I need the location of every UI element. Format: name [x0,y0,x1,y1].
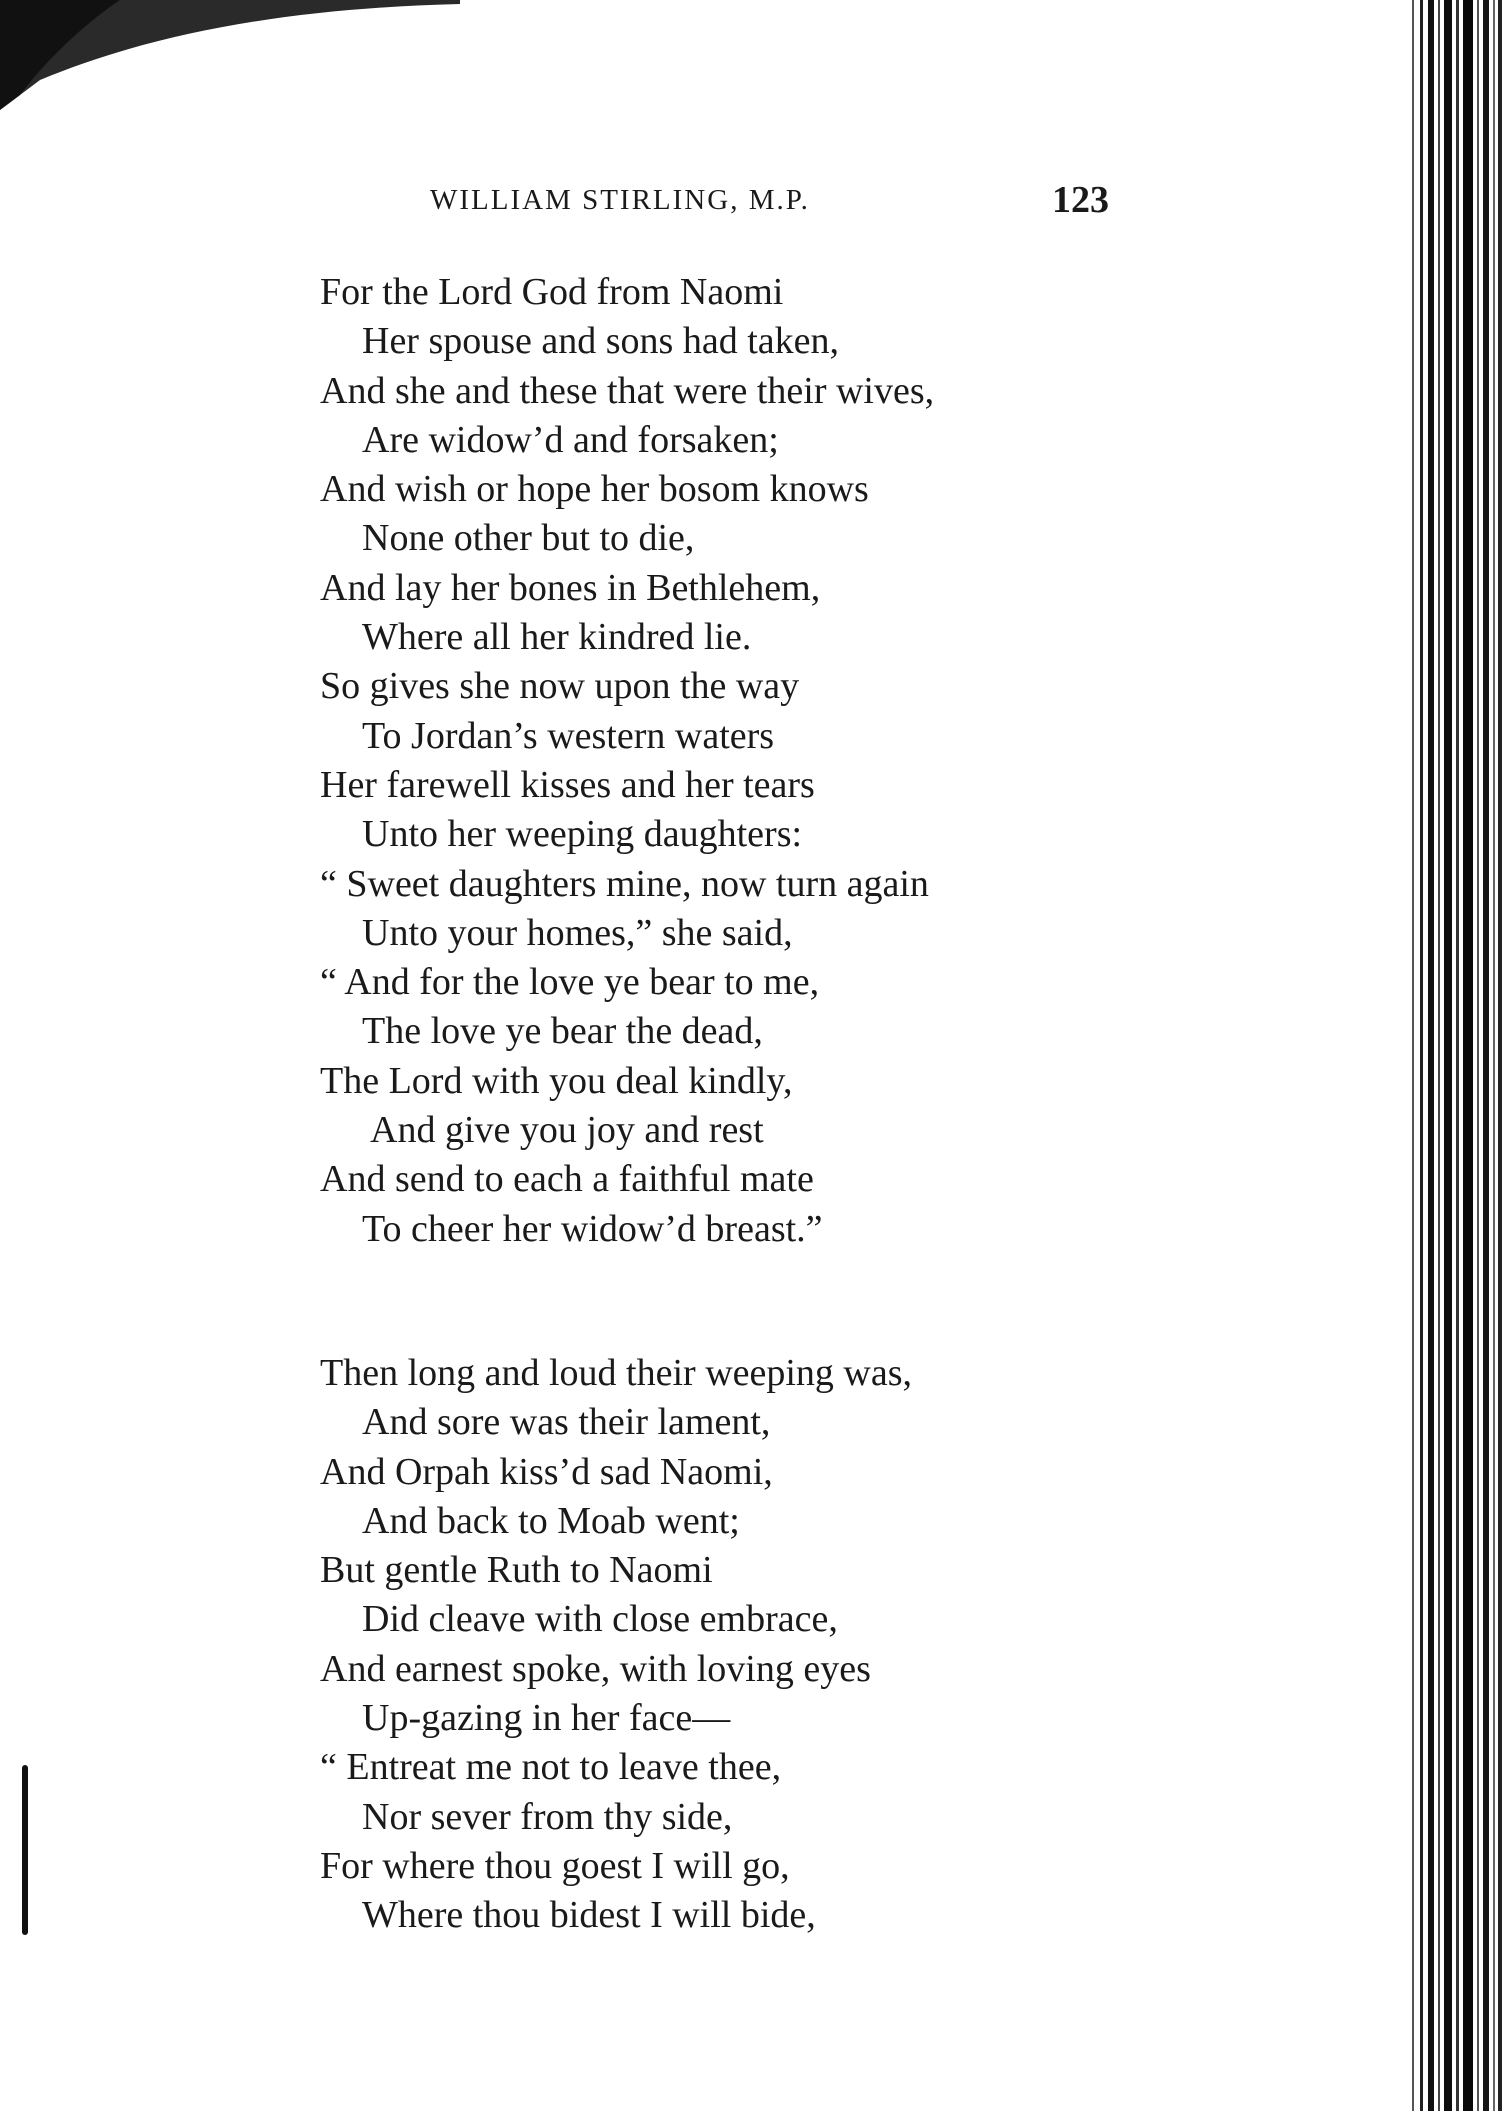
poem-body [320,268,1080,1941]
poem-line: “ Sweet daughters mine, now turn again [320,862,929,905]
poem-line: Did cleave with close embrace, [362,1598,838,1641]
poem-line: Nor sever from thy side, [362,1795,733,1838]
page-number: 123 [1052,179,1109,221]
poem-line: Then long and loud their weeping was, [320,1351,913,1394]
poem-line: And wish or hope her bosom knows [320,468,869,511]
poem-line: And give you joy and rest [370,1109,764,1152]
poem-line: And send to each a faithful mate [320,1158,814,1201]
scan-margin-mark [22,1765,28,1935]
poem-line: And she and these that were their wives, [320,369,935,412]
poem-line: “ And for the love ye bear to me, [320,961,820,1004]
poem-line: The Lord with you deal kindly, [320,1059,793,1102]
poem-line: And earnest spoke, with loving eyes [320,1647,871,1690]
poem-line: To Jordan’s western waters [362,714,775,757]
poem-line: To cheer her widow’d breast.” [362,1207,823,1250]
poem-line: For where thou goest I will go, [320,1844,790,1887]
running-head-title: WILLIAM STIRLING, M.P. [430,184,810,216]
poem-line: Up-gazing in her face— [362,1697,731,1740]
poem-line: Her spouse and sons had taken, [362,320,840,363]
stanza [320,1349,1080,1941]
poem-line: But gentle Ruth to Naomi [320,1549,713,1592]
poem-line: And back to Moab went; [362,1499,740,1542]
poem-line: And Orpah kiss’d sad Naomi, [320,1450,773,1493]
poem-line: Are widow’d and forsaken; [362,418,779,461]
book-spine-edge [1390,0,1510,2111]
poem-line: For the Lord God from Naomi [320,271,784,313]
scan-corner-shadow [0,0,460,110]
poem-line: Unto her weeping daughters: [362,813,803,856]
poem-line: None other but to die, [362,517,695,560]
running-head [0,178,1510,228]
poem-line: Her farewell kisses and her tears [320,763,815,806]
poem-line: So gives she now upon the way [320,665,800,708]
poem-line: “ Entreat me not to leave thee, [320,1746,782,1789]
poem-line: And lay her bones in Bethlehem, [320,566,821,609]
stanza [320,268,1080,1254]
poem-line: And sore was their lament, [362,1401,771,1444]
poem-line: Where thou bidest I will bide, [362,1894,816,1937]
poem-line: The love ye bear the dead, [362,1010,763,1053]
poem-line: Unto your homes,” she said, [362,911,793,954]
poem-line: Where all her kindred lie. [362,616,752,659]
